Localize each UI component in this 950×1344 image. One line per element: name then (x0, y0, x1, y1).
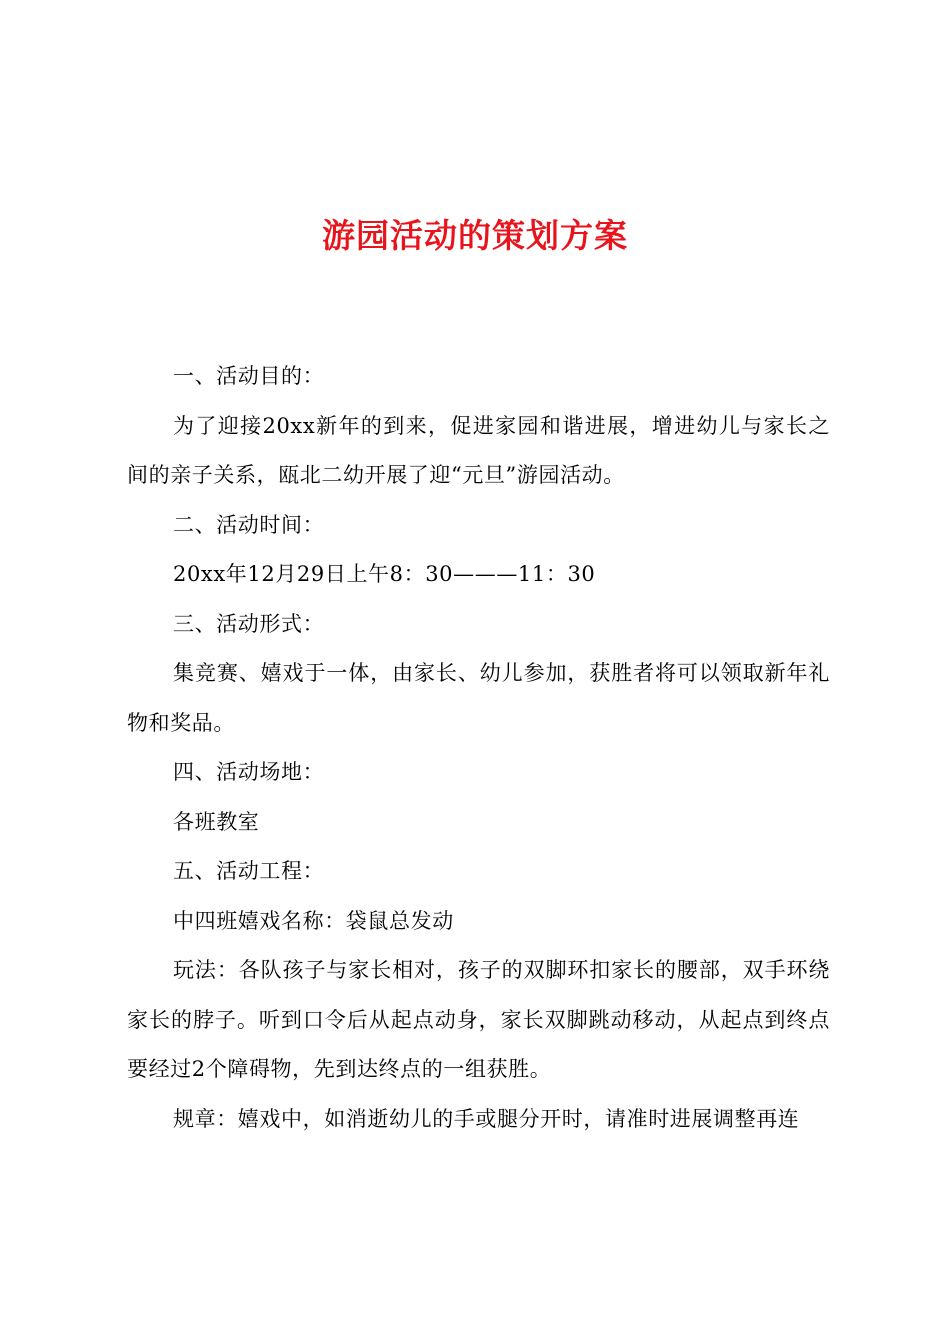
section-heading-projects: 五、活动工程： (173, 859, 325, 883)
section-heading-time: 二、活动时间： (173, 512, 325, 537)
document-body (127, 352, 830, 1144)
paragraph-venue: 各班教室 (173, 809, 260, 834)
paragraph-game-name: 中四班嬉戏名称：袋鼠总发动 (173, 908, 454, 933)
paragraph-purpose: 为了迎接20xx新年的到来，促进家园和谐进展，增进幼儿与家长之间的亲子关系，瓯北二幼开展了迎“元旦”游园活动。 (127, 413, 830, 487)
paragraph-rules: 规章：嬉戏中，如消逝幼儿的手或腿分开时，请准时进展调整再连 (173, 1106, 800, 1131)
paragraph-gameplay: 玩法：各队孩子与家长相对，孩子的双脚环扣家长的腰部，双手环绕家长的脖子。听到口令后从起点动身，家长双脚跳动移动，从起点到终点要经过2个障碍物，先到达终点的一组获胜。 (127, 958, 830, 1081)
paragraph-format: 集竞赛、嬉戏于一体，由家长、幼儿参加，获胜者将可以领取新年礼物和奖品。 (127, 661, 830, 735)
section-heading-format: 三、活动形式： (173, 611, 325, 636)
section-heading-venue: 四、活动场地： (173, 760, 325, 784)
document-title: 游园活动的策划方案 (322, 216, 628, 255)
section-heading-purpose: 一、活动目的： (173, 364, 325, 388)
paragraph-time: 20xx年12月29日上午8：30———11：30 (173, 562, 596, 586)
